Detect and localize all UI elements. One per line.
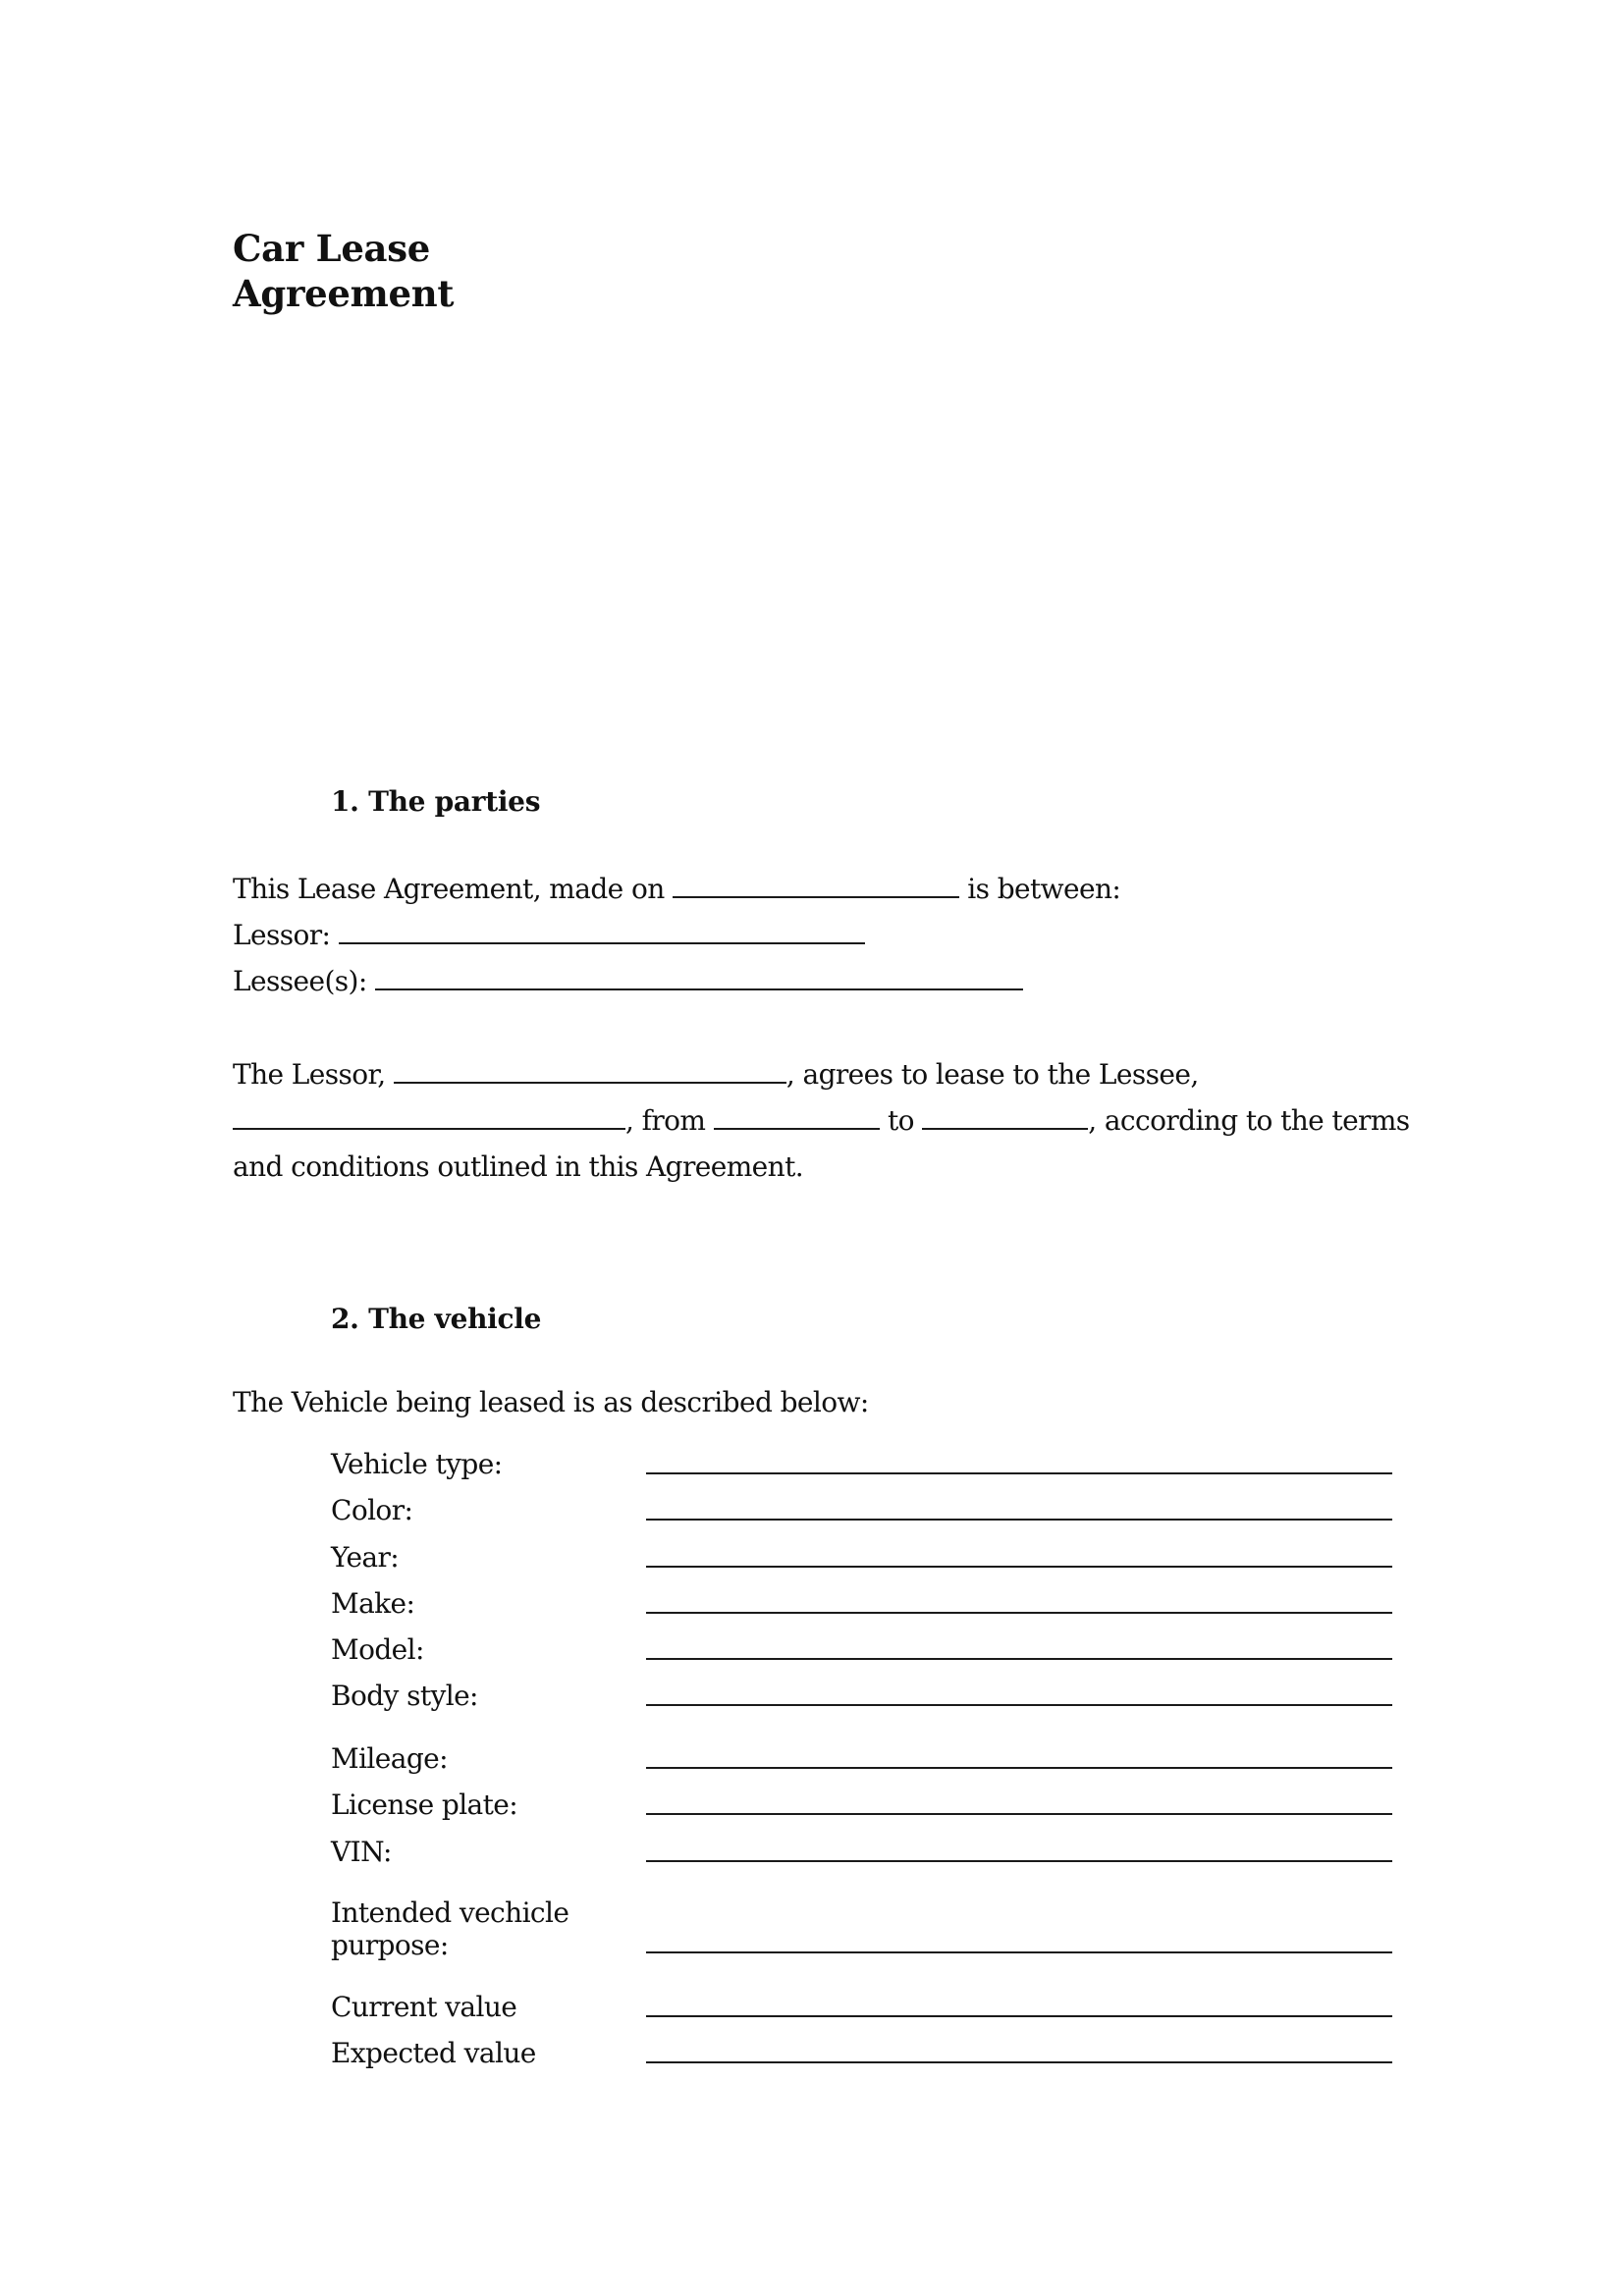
para-line2-suffix: , according to the terms: [1088, 1104, 1410, 1137]
field-label-intended-purpose-line2: purpose:: [331, 1929, 449, 1961]
lessee-label: Lessee(s):: [233, 965, 367, 997]
intro-line: [233, 873, 1121, 905]
make-field[interactable]: [646, 1612, 1392, 1614]
field-label-current-value: Current value: [331, 1991, 517, 2023]
lease-end-date-field[interactable]: [922, 1126, 1088, 1130]
vin-field[interactable]: [646, 1860, 1392, 1862]
lease-paragraph-line3: and conditions outlined in this Agreement.: [233, 1150, 804, 1183]
field-label-license-plate: License plate:: [331, 1789, 518, 1821]
para-line1-suffix: , agrees to lease to the Lessee,: [785, 1058, 1199, 1091]
field-label-intended-purpose: Intended vechicle: [331, 1896, 569, 1929]
field-label-body-style: Body style:: [331, 1680, 478, 1712]
lessee-name-field[interactable]: [375, 987, 1023, 990]
body-style-field[interactable]: [646, 1704, 1392, 1706]
field-label-expected-value: Expected value: [331, 2037, 536, 2069]
vehicle-intro: The Vehicle being leased is as described below:: [233, 1386, 869, 1418]
field-label-make: Make:: [331, 1587, 415, 1620]
lease-paragraph-line2: [233, 1104, 1410, 1137]
intended-purpose-field[interactable]: [646, 1951, 1392, 1953]
lessee-name-field-2[interactable]: [233, 1126, 625, 1130]
color-field[interactable]: [646, 1519, 1392, 1521]
lessor-line: [233, 919, 865, 951]
para-line1-prefix: The Lessor,: [233, 1058, 386, 1091]
lease-paragraph-line1: [233, 1058, 1199, 1091]
section-heading-parties: 1. The parties: [331, 785, 541, 818]
lessor-name-field[interactable]: [339, 940, 865, 944]
lease-start-date-field[interactable]: [714, 1126, 880, 1130]
agreement-date-field[interactable]: [673, 894, 959, 898]
field-label-mileage: Mileage:: [331, 1742, 448, 1775]
model-field[interactable]: [646, 1658, 1392, 1660]
para-line2-to: to: [887, 1104, 914, 1137]
field-label-model: Model:: [331, 1633, 424, 1666]
section-heading-vehicle: 2. The vehicle: [331, 1303, 542, 1335]
document-title-line1: Car Lease: [233, 227, 430, 270]
intro-prefix: This Lease Agreement, made on: [233, 873, 665, 905]
para-line2-from: , from: [625, 1104, 706, 1137]
field-label-color: Color:: [331, 1494, 413, 1526]
year-field[interactable]: [646, 1566, 1392, 1568]
document-title-line2: Agreement: [233, 272, 455, 315]
current-value-field[interactable]: [646, 2015, 1392, 2017]
intro-suffix: is between:: [967, 873, 1121, 905]
expected-value-field[interactable]: [646, 2061, 1392, 2063]
lessor-label: Lessor:: [233, 919, 331, 951]
lessee-line: [233, 965, 1023, 997]
license-plate-field[interactable]: [646, 1813, 1392, 1815]
vehicle-type-field[interactable]: [646, 1472, 1392, 1474]
field-label-year: Year:: [331, 1541, 400, 1574]
field-label-vin: VIN:: [331, 1836, 392, 1868]
lessor-name-field-2[interactable]: [394, 1080, 786, 1084]
field-label-vehicle-type: Vehicle type:: [331, 1448, 503, 1480]
mileage-field[interactable]: [646, 1767, 1392, 1769]
